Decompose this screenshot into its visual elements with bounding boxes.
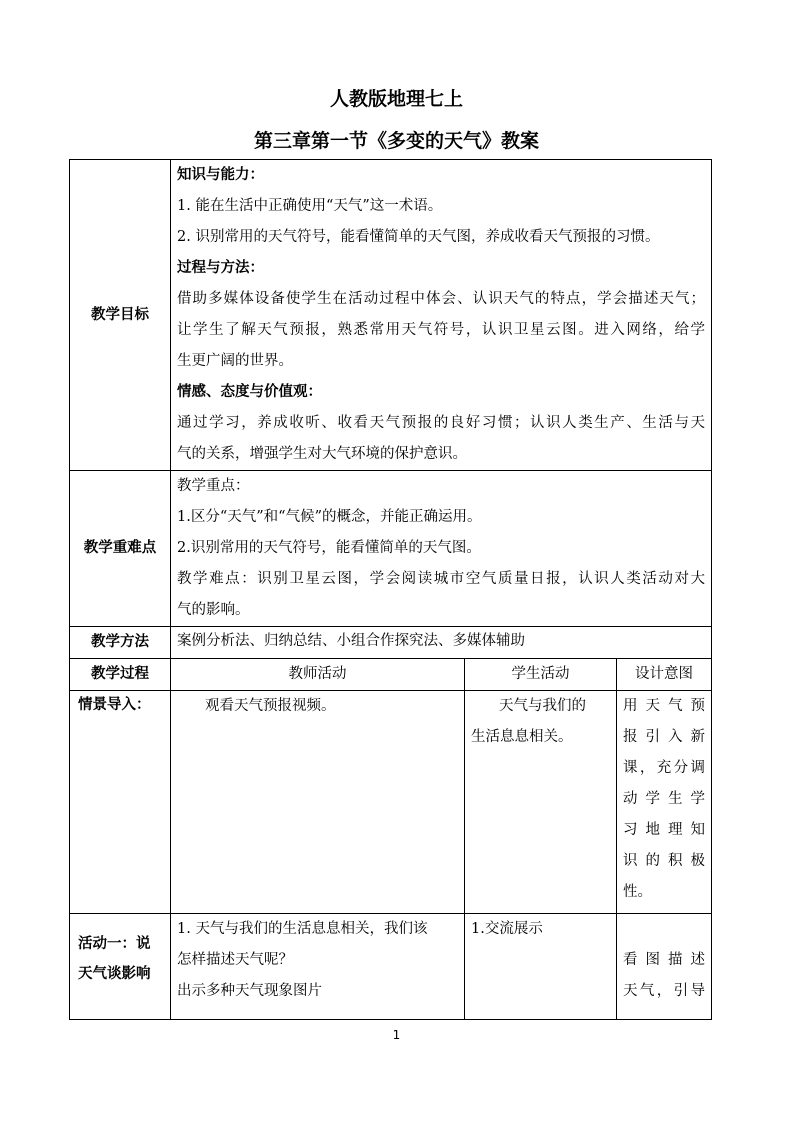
design-text: 用天气预: [623, 698, 706, 714]
process-title: 过程与方法：: [177, 260, 264, 276]
design-text: 识的积极: [623, 853, 706, 869]
design-text: 习地理知: [623, 822, 706, 838]
objectives-label: 教学目标: [70, 160, 171, 471]
emotion-text: 气的关系，增强学生对大气环境的保护意识。: [177, 446, 467, 462]
process-step-row: [70, 691, 712, 914]
process-label: 教学过程: [70, 659, 171, 691]
knowledge-item: 2. 识别常用的天气符号，能看懂简单的天气图，养成收看天气预报的习惯。: [177, 229, 660, 245]
step-stage-label: 情景导入：: [70, 691, 171, 914]
col-design-header: 设计意图: [617, 659, 712, 691]
teacher-text: 1. 天气与我们的生活息息相关，我们该: [177, 921, 428, 937]
stage-label-line: 活动一：说: [78, 936, 151, 952]
design-text: 天气，引导: [623, 983, 706, 999]
stage-label-line: 天气谈影响: [78, 966, 151, 982]
emotion-text: 通过学习，养成收听、收看天气预报的良好习惯；认识人类生产、生活与天: [177, 415, 706, 431]
methods-value: 案例分析法、归纳总结、小组合作探究法、多媒体辅助: [171, 627, 712, 659]
design-text: 动学生学: [623, 791, 706, 807]
methods-row: [70, 627, 712, 659]
step-design-intent: [617, 691, 712, 914]
process-text: 借助多媒体设备使学生在活动过程中体会、认识天气的特点，学会描述天气；: [177, 291, 706, 307]
process-step-row: [70, 914, 712, 1020]
lesson-plan-table: [69, 159, 712, 1020]
key-points-row: [70, 471, 712, 627]
process-text: 让学生了解天气预报，熟悉常用天气符号，认识卫星云图。进入网络，给学: [177, 322, 706, 338]
knowledge-title: 知识与能力：: [177, 167, 264, 183]
document-title: 人教版地理七上: [329, 88, 463, 110]
knowledge-item: 1. 能在生活中正确使用“天气”这一术语。: [177, 198, 443, 214]
design-text: 报引入新: [623, 729, 706, 745]
difficulty-text: 教学难点：识别卫星云图，学会阅读城市空气质量日报，认识人类活动对大: [177, 571, 706, 587]
student-text: 生活息息相关。: [471, 729, 573, 745]
emotion-title: 情感、态度与价值观：: [177, 384, 322, 400]
teacher-text: 观看天气预报视频。: [205, 698, 336, 714]
key-points-content: [171, 471, 712, 627]
objectives-content: [171, 160, 712, 471]
teacher-text: 出示多种天气现象图片: [177, 983, 322, 999]
student-text: 天气与我们的: [499, 698, 586, 714]
col-teacher-header: 教师活动: [171, 659, 465, 691]
step-student-activity: [465, 914, 617, 1020]
design-text: 看图描述: [623, 952, 706, 968]
focus-title: 教学重点：: [177, 478, 250, 494]
step-design-intent: [617, 914, 712, 1020]
difficulty-text: 气的影响。: [177, 602, 250, 618]
design-text: 性。: [623, 884, 652, 900]
process-text: 生更广阔的世界。: [177, 353, 293, 369]
teacher-text: 怎样描述天气呢？: [177, 952, 293, 968]
design-text: [623, 914, 705, 945]
student-text: 1.交流展示: [471, 921, 543, 937]
focus-item: 2.识别常用的天气符号，能看懂简单的天气图。: [177, 540, 481, 556]
col-student-header: 学生活动: [465, 659, 617, 691]
step-student-activity: [465, 691, 617, 914]
page-number: 1: [392, 1028, 401, 1042]
process-header-row: [70, 659, 712, 691]
step-teacher-activity: [171, 914, 465, 1020]
step-stage-label: [70, 914, 171, 1020]
design-text: 课，充分调: [623, 760, 706, 776]
document-subtitle: 第三章第一节《多变的天气》教案: [253, 130, 539, 152]
methods-label: 教学方法: [70, 627, 171, 659]
focus-item: 1.区分“天气”和“气候”的概念，并能正确运用。: [177, 509, 482, 525]
step-teacher-activity: [171, 691, 465, 914]
objectives-row: [70, 160, 712, 471]
key-points-label: 教学重难点: [70, 471, 171, 627]
